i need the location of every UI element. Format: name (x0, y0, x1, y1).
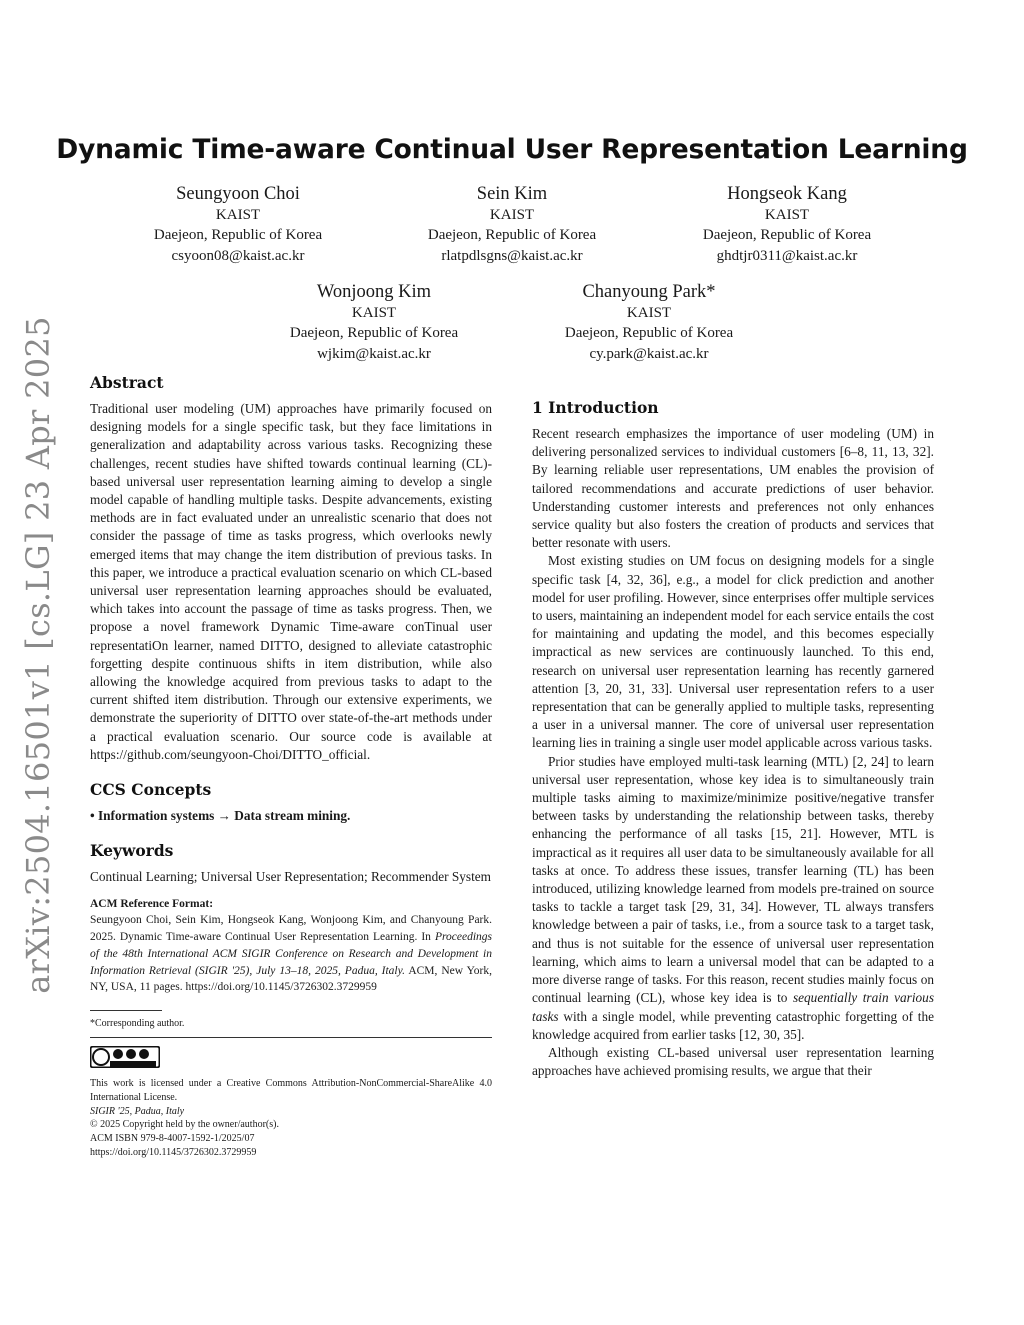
intro-paragraph-part: Prior studies have employed multi-task learning (MTL) [2, 24] to learn universal user representation, whose key idea is to simultaneously train multiple tasks aiming to maximize/minimize positive/negative transfer between tasks by understanding the relationship between tasks, thereby enhancing the performance of all tasks [15, 21]. However, MTL is impractical as it requires all user data to be simultaneously available for all tasks at once. To address these issues, transfer learning (TL) has been introduced, utilizing knowledge learned from models pre-trained on source tasks to tackle a target task [29, 31, 34]. However, TL always transfers knowledge between a pair of tasks, i.e., from a source task to a target task, and thus is not suitable for the essence of universal user representation learning, which aims to learn a universal model that can be adapted to a more diverse range of tasks. For this reason, recent studies mainly focus on continual learning (CL), whose key idea is to (532, 753, 934, 1006)
author-name: Wonjoong Kim (316, 282, 432, 302)
acm-reference-venue: Proceedings of the 48th International ACM SIGIR Conference on Research and Development in Information Retrieval (SIGIR '25), July 13–18, 2025, Padua, Italy. (90, 931, 492, 977)
author-affiliation: KAIST (489, 207, 535, 223)
ccs-item: • Information systems → Data stream mining. (90, 808, 351, 824)
license-isbn: ACM ISBN 979-8-4007-1592-1/2025/07 (90, 1133, 255, 1145)
author-location: Daejeon, Republic of Korea (702, 227, 872, 244)
footnote-divider (90, 1010, 162, 1011)
author-email[interactable]: csyoon08@kaist.ac.kr (171, 247, 305, 264)
intro-paragraph: Recent research emphasizes the importance of user modeling (UM) in delivering personalized services to individual customers [6–8, 11, 13, 32]. By learning reliable user representations, UM enables the provision of tailored recommendations and accurate predictions of user behavior. Understanding customer interests and preferences not only enhances service quality but also fosters the creation of products and services that better resonate with users. (532, 426, 934, 551)
acm-reference-tail: ACM, New York, NY, USA, 11 pages. https://doi.org/10.1145/3726302.3729959 (90, 964, 492, 994)
author-name: Sein Kim (476, 184, 548, 204)
author-block (88, 183, 388, 266)
right-column (532, 378, 934, 1080)
abstract-heading: Abstract (90, 373, 164, 392)
author-block (362, 183, 662, 266)
author-block (637, 183, 937, 266)
introduction-heading: 1 Introduction (532, 398, 659, 417)
license-copyright: © 2025 Copyright held by the owner/author(s). (90, 1119, 279, 1131)
intro-paragraph: Although existing CL-based universal user representation learning approaches have achieved promising results, we argue that their (532, 1044, 934, 1079)
intro-paragraph: Most existing studies on UM focus on designing models for a single specific task [4, 32, 36], e.g., a model for click prediction and another model for user profiling. However, since enterprises offer multiple services to users, maintaining an independent model for each service entails the cost for maintaining and updating the model, and this becomes especially impractical as new services are continuously launched. To this end, research on universal user representation learning has recently garnered attention [3, 20, 31, 33]. Universal user representation refers to a user representation that can be generally applied to multiple tasks, representing a user in a universal manner. The core of universal user representation learning lies in training a single user model applicable across various tasks. (532, 553, 934, 751)
author-email[interactable]: rlatpdlsgns@kaist.ac.kr (441, 247, 583, 264)
intro-paragraph-part: with a single model, while preventing catastrophic forgetting of the knowledge acquired from earlier tasks [12, 30, 35]. (532, 1008, 934, 1042)
author-location: Daejeon, Republic of Korea (289, 325, 459, 342)
author-email[interactable]: wjkim@kaist.ac.kr (317, 345, 431, 362)
author-block (499, 281, 799, 364)
author-email[interactable]: ghdtjr0311@kaist.ac.kr (716, 247, 858, 264)
author-email[interactable]: cy.park@kaist.ac.kr (589, 345, 709, 362)
author-affiliation: KAIST (764, 207, 810, 223)
paper-title: Dynamic Time-aware Continual User Representation Learning (56, 134, 968, 165)
keywords-heading: Keywords (90, 841, 174, 861)
author-location: Daejeon, Republic of Korea (427, 227, 597, 244)
author-name: Hongseok Kang (727, 184, 847, 204)
author-affiliation: KAIST (626, 305, 672, 321)
acm-reference-text (90, 912, 492, 996)
keywords-text: Continual Learning; Universal User Representation; Recommender System (90, 869, 492, 885)
license-divider (90, 1037, 492, 1038)
author-affiliation: KAIST (215, 207, 261, 223)
creative-commons-badge-icon (90, 1046, 160, 1068)
author-block (224, 281, 524, 364)
author-name: Chanyoung Park* (582, 282, 716, 302)
license-venue: SIGIR '25, Padua, Italy (90, 1105, 185, 1117)
license-text: This work is licensed under a Creative Commons Attribution-NonCommercial-ShareAlike 4.0 International License. (90, 1078, 492, 1103)
left-column (90, 373, 492, 1160)
acm-reference-plain: Seungyoon Choi, Sein Kim, Hongseok Kang, Wonjoong Kim, and Chanyoung Park. 2025. Dynamic Time-aware Continual User Representation Learning. In (90, 914, 492, 944)
license-doi[interactable]: https://doi.org/10.1145/3726302.3729959 (90, 1147, 257, 1159)
abstract-text: Traditional user modeling (UM) approaches have primarily focused on designing models for a single specific task, but they face limitations in generalization and adaptability across various tasks. Recognizing these challenges, recent studies have shifted towards continual learning (CL)-based universal user representation learning aiming to develop a single model capable of handling multiple tasks. Despite advancements, existing methods are in fact evaluated under an unrealistic scenario that does not consider the passage of time as tasks progress, which overlooks newly emerged items that may change the item distribution of previous tasks. In this paper, we introduce a practical evaluation scenario on which CL-based universal user representation learning approaches should be evaluated, which takes into account the passage of time as tasks progress. Then, we propose a novel framework Dynamic Time-aware conTinual user representatiOn learner, named DITTO, designed to alleviate catastrophic forgetting despite continuous shifts in item distribution, while also allowing the knowledge acquired from previous tasks to adapt to the current shifted item distribution. Through our extensive experiments, we demonstrate the superiority of DITTO over state-of-the-art methods under a practical evaluation scenario. Our source code is available at https://github.com/seungyoon-Choi/DITTO_official. (90, 401, 492, 762)
arxiv-sidebar (8, 316, 68, 994)
ccs-heading: CCS Concepts (90, 780, 212, 800)
intro-emphasis: sequentially train various tasks (532, 990, 935, 1024)
arxiv-identifier: arXiv:2504.16501v1 [cs.LG] 23 Apr 2025 (19, 316, 57, 994)
acm-reference-heading: ACM Reference Format: (90, 898, 214, 911)
author-affiliation: KAIST (351, 305, 397, 321)
author-name: Seungyoon Choi (176, 184, 300, 204)
acm-reference (90, 898, 492, 996)
intro-paragraph (532, 753, 934, 1044)
footnote: *Corresponding author. (90, 1018, 185, 1030)
author-location: Daejeon, Republic of Korea (564, 325, 734, 342)
author-location: Daejeon, Republic of Korea (153, 227, 323, 244)
